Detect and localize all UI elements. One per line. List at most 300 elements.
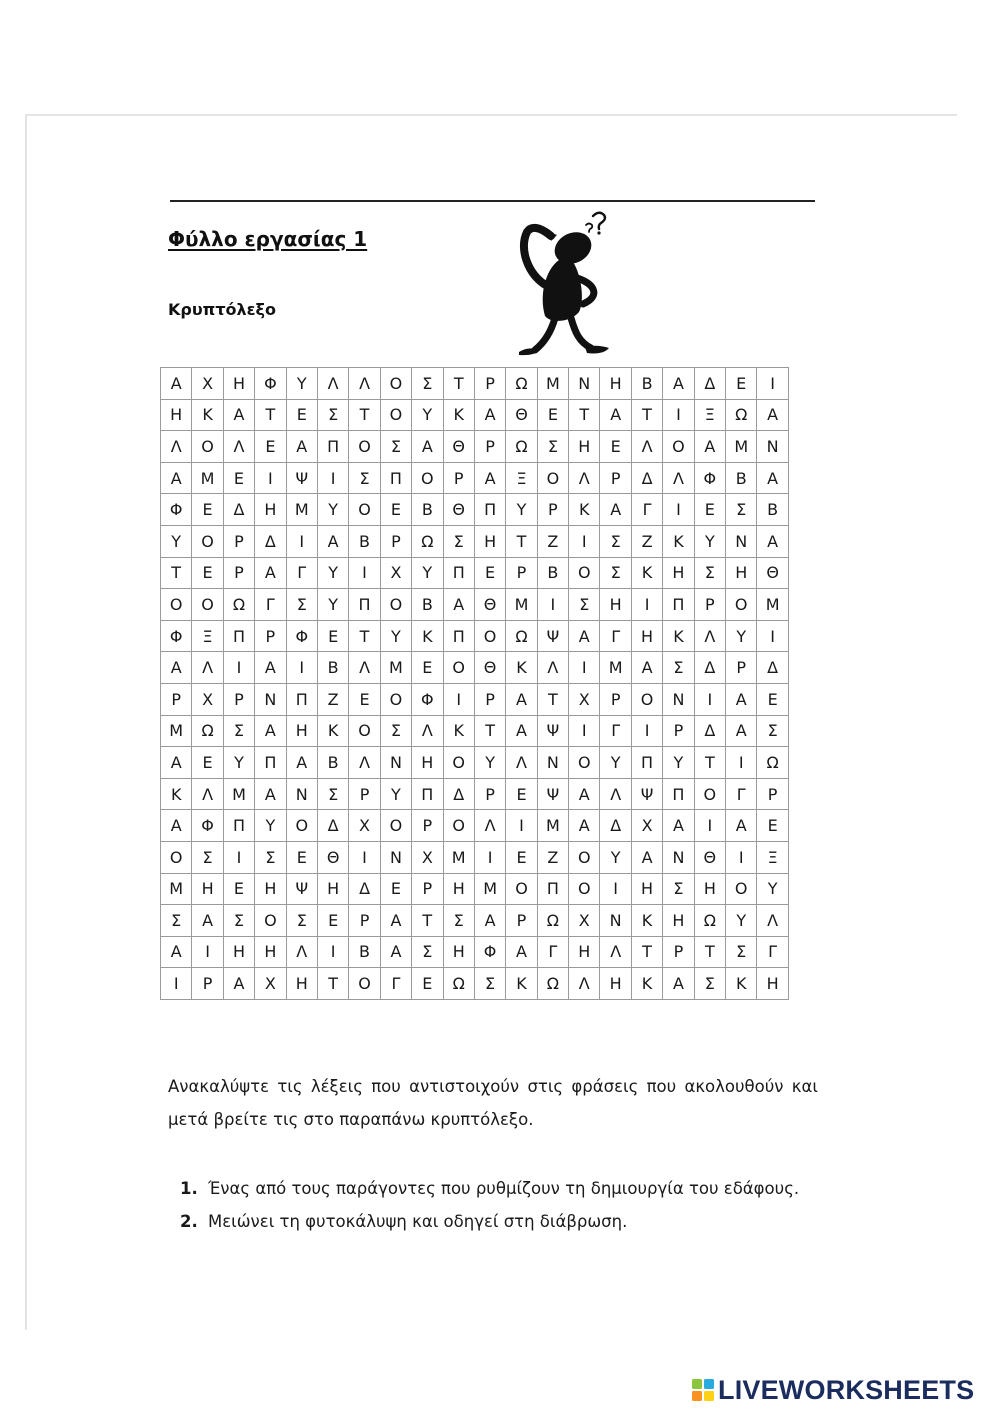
grid-cell[interactable]: Ρ: [380, 525, 411, 557]
grid-cell[interactable]: Η: [474, 525, 505, 557]
grid-cell[interactable]: Ε: [192, 494, 223, 526]
grid-cell[interactable]: Λ: [694, 620, 725, 652]
grid-cell[interactable]: Ι: [192, 936, 223, 968]
grid-cell[interactable]: Ω: [192, 715, 223, 747]
grid-cell[interactable]: Α: [757, 399, 788, 431]
grid-cell[interactable]: Β: [726, 462, 757, 494]
grid-cell[interactable]: Α: [286, 747, 317, 779]
grid-cell[interactable]: Σ: [286, 589, 317, 621]
grid-cell[interactable]: Π: [537, 873, 568, 905]
grid-cell[interactable]: Β: [317, 652, 348, 684]
grid-cell[interactable]: Τ: [349, 399, 380, 431]
grid-cell[interactable]: Σ: [443, 525, 474, 557]
grid-cell[interactable]: Ω: [694, 905, 725, 937]
grid-cell[interactable]: Ο: [380, 399, 411, 431]
grid-cell[interactable]: Ι: [726, 841, 757, 873]
grid-cell[interactable]: Δ: [349, 873, 380, 905]
grid-cell[interactable]: Ο: [192, 525, 223, 557]
grid-cell[interactable]: Ι: [223, 841, 254, 873]
grid-cell[interactable]: Η: [161, 399, 192, 431]
grid-cell[interactable]: Ο: [380, 368, 411, 400]
grid-cell[interactable]: Α: [569, 620, 600, 652]
grid-cell[interactable]: Ρ: [349, 778, 380, 810]
grid-cell[interactable]: Ι: [663, 494, 694, 526]
grid-cell[interactable]: Σ: [569, 589, 600, 621]
grid-cell[interactable]: Ν: [569, 368, 600, 400]
grid-cell[interactable]: Ε: [286, 841, 317, 873]
grid-cell[interactable]: Υ: [474, 747, 505, 779]
grid-cell[interactable]: Ο: [663, 431, 694, 463]
grid-cell[interactable]: Τ: [349, 620, 380, 652]
grid-cell[interactable]: Ω: [726, 399, 757, 431]
grid-cell[interactable]: Κ: [663, 620, 694, 652]
grid-cell[interactable]: Α: [255, 557, 286, 589]
grid-cell[interactable]: Σ: [726, 936, 757, 968]
grid-cell[interactable]: Ε: [223, 462, 254, 494]
grid-cell[interactable]: Λ: [223, 431, 254, 463]
grid-cell[interactable]: Φ: [161, 620, 192, 652]
grid-cell[interactable]: Β: [412, 494, 443, 526]
grid-cell[interactable]: Θ: [443, 494, 474, 526]
grid-cell[interactable]: Ι: [349, 841, 380, 873]
grid-cell[interactable]: Ι: [663, 399, 694, 431]
grid-cell[interactable]: Ζ: [537, 841, 568, 873]
grid-cell[interactable]: Κ: [569, 494, 600, 526]
grid-cell[interactable]: Λ: [631, 431, 662, 463]
grid-cell[interactable]: Α: [255, 652, 286, 684]
grid-cell[interactable]: Ν: [663, 683, 694, 715]
grid-cell[interactable]: Σ: [380, 431, 411, 463]
grid-cell[interactable]: Ο: [474, 620, 505, 652]
grid-cell[interactable]: Υ: [412, 399, 443, 431]
grid-cell[interactable]: Α: [161, 368, 192, 400]
grid-cell[interactable]: Η: [255, 936, 286, 968]
grid-cell[interactable]: Α: [412, 431, 443, 463]
grid-cell[interactable]: Λ: [474, 810, 505, 842]
grid-cell[interactable]: Ι: [757, 620, 788, 652]
grid-cell[interactable]: Χ: [380, 557, 411, 589]
grid-cell[interactable]: Α: [474, 905, 505, 937]
grid-cell[interactable]: Α: [192, 905, 223, 937]
grid-cell[interactable]: Ο: [192, 589, 223, 621]
grid-cell[interactable]: Η: [412, 747, 443, 779]
grid-cell[interactable]: Ο: [161, 589, 192, 621]
grid-cell[interactable]: Υ: [600, 841, 631, 873]
grid-cell[interactable]: Ι: [317, 936, 348, 968]
grid-cell[interactable]: Μ: [600, 652, 631, 684]
grid-cell[interactable]: Ο: [569, 873, 600, 905]
grid-cell[interactable]: Φ: [161, 494, 192, 526]
grid-cell[interactable]: Μ: [757, 589, 788, 621]
grid-cell[interactable]: Σ: [223, 715, 254, 747]
grid-cell[interactable]: Ι: [694, 683, 725, 715]
grid-cell[interactable]: Η: [663, 905, 694, 937]
grid-cell[interactable]: Ι: [569, 652, 600, 684]
grid-cell[interactable]: Τ: [412, 905, 443, 937]
grid-cell[interactable]: Ο: [726, 589, 757, 621]
grid-cell[interactable]: Υ: [600, 747, 631, 779]
grid-cell[interactable]: Κ: [443, 715, 474, 747]
grid-cell[interactable]: Υ: [380, 778, 411, 810]
grid-cell[interactable]: Σ: [286, 905, 317, 937]
grid-cell[interactable]: Π: [223, 620, 254, 652]
grid-cell[interactable]: Μ: [443, 841, 474, 873]
grid-cell[interactable]: Θ: [506, 399, 537, 431]
grid-cell[interactable]: Σ: [694, 968, 725, 1000]
grid-cell[interactable]: Η: [631, 620, 662, 652]
grid-cell[interactable]: Ρ: [349, 905, 380, 937]
grid-cell[interactable]: Β: [317, 747, 348, 779]
grid-cell[interactable]: Υ: [317, 589, 348, 621]
grid-cell[interactable]: Β: [757, 494, 788, 526]
grid-cell[interactable]: Χ: [349, 810, 380, 842]
grid-cell[interactable]: Α: [757, 525, 788, 557]
grid-cell[interactable]: Σ: [663, 652, 694, 684]
grid-cell[interactable]: Υ: [286, 368, 317, 400]
grid-cell[interactable]: Μ: [537, 810, 568, 842]
grid-cell[interactable]: Ι: [537, 589, 568, 621]
grid-cell[interactable]: Μ: [474, 873, 505, 905]
grid-cell[interactable]: Κ: [192, 399, 223, 431]
grid-cell[interactable]: Μ: [223, 778, 254, 810]
grid-cell[interactable]: Υ: [726, 905, 757, 937]
grid-cell[interactable]: Λ: [286, 936, 317, 968]
grid-cell[interactable]: Τ: [443, 368, 474, 400]
grid-cell[interactable]: Ι: [443, 683, 474, 715]
grid-cell[interactable]: Ρ: [474, 368, 505, 400]
grid-cell[interactable]: Ε: [380, 494, 411, 526]
grid-cell[interactable]: Ν: [726, 525, 757, 557]
grid-cell[interactable]: Ρ: [161, 683, 192, 715]
grid-cell[interactable]: Ω: [506, 431, 537, 463]
grid-cell[interactable]: Λ: [663, 462, 694, 494]
grid-cell[interactable]: Υ: [694, 525, 725, 557]
grid-cell[interactable]: Ν: [255, 683, 286, 715]
grid-cell[interactable]: Γ: [757, 936, 788, 968]
grid-cell[interactable]: Σ: [255, 841, 286, 873]
grid-cell[interactable]: Ι: [255, 462, 286, 494]
grid-cell[interactable]: Ο: [537, 462, 568, 494]
grid-cell[interactable]: Τ: [631, 399, 662, 431]
grid-cell[interactable]: Σ: [412, 368, 443, 400]
grid-cell[interactable]: Ρ: [443, 462, 474, 494]
grid-cell[interactable]: Λ: [600, 778, 631, 810]
grid-cell[interactable]: Σ: [537, 431, 568, 463]
grid-cell[interactable]: Ψ: [537, 778, 568, 810]
grid-cell[interactable]: Α: [506, 715, 537, 747]
grid-cell[interactable]: Κ: [443, 399, 474, 431]
grid-cell[interactable]: Φ: [255, 368, 286, 400]
grid-cell[interactable]: Λ: [600, 936, 631, 968]
grid-cell[interactable]: Ι: [349, 557, 380, 589]
grid-cell[interactable]: Σ: [223, 905, 254, 937]
grid-cell[interactable]: Μ: [161, 873, 192, 905]
grid-cell[interactable]: Μ: [161, 715, 192, 747]
grid-cell[interactable]: Α: [161, 936, 192, 968]
grid-cell[interactable]: Η: [255, 873, 286, 905]
grid-cell[interactable]: Ε: [474, 557, 505, 589]
grid-cell[interactable]: Μ: [537, 368, 568, 400]
grid-cell[interactable]: Ξ: [192, 620, 223, 652]
grid-cell[interactable]: Ε: [349, 683, 380, 715]
grid-cell[interactable]: Α: [317, 525, 348, 557]
grid-cell[interactable]: Δ: [317, 810, 348, 842]
grid-cell[interactable]: Ε: [537, 399, 568, 431]
grid-cell[interactable]: Θ: [694, 841, 725, 873]
grid-cell[interactable]: Τ: [537, 683, 568, 715]
grid-cell[interactable]: Υ: [380, 620, 411, 652]
grid-cell[interactable]: Ι: [726, 747, 757, 779]
grid-cell[interactable]: Η: [569, 936, 600, 968]
grid-cell[interactable]: Φ: [286, 620, 317, 652]
grid-cell[interactable]: Ρ: [663, 936, 694, 968]
grid-cell[interactable]: Χ: [255, 968, 286, 1000]
grid-cell[interactable]: Σ: [380, 715, 411, 747]
grid-cell[interactable]: Υ: [317, 494, 348, 526]
grid-cell[interactable]: Δ: [694, 368, 725, 400]
grid-cell[interactable]: Ξ: [757, 841, 788, 873]
grid-cell[interactable]: Η: [569, 431, 600, 463]
grid-cell[interactable]: Ο: [631, 683, 662, 715]
grid-cell[interactable]: Π: [380, 462, 411, 494]
grid-cell[interactable]: Ξ: [694, 399, 725, 431]
grid-cell[interactable]: Ρ: [474, 778, 505, 810]
grid-cell[interactable]: Θ: [757, 557, 788, 589]
grid-cell[interactable]: Ρ: [412, 873, 443, 905]
grid-cell[interactable]: Α: [443, 589, 474, 621]
grid-cell[interactable]: Ο: [349, 968, 380, 1000]
grid-cell[interactable]: Ο: [161, 841, 192, 873]
grid-cell[interactable]: Ε: [757, 683, 788, 715]
grid-cell[interactable]: Γ: [600, 715, 631, 747]
grid-cell[interactable]: Α: [255, 715, 286, 747]
grid-cell[interactable]: Λ: [192, 652, 223, 684]
grid-cell[interactable]: Α: [663, 968, 694, 1000]
grid-cell[interactable]: Ι: [506, 810, 537, 842]
grid-cell[interactable]: Ν: [380, 747, 411, 779]
grid-cell[interactable]: Ο: [569, 841, 600, 873]
grid-cell[interactable]: Η: [726, 557, 757, 589]
grid-cell[interactable]: Θ: [317, 841, 348, 873]
grid-cell[interactable]: Μ: [506, 589, 537, 621]
grid-cell[interactable]: Ι: [631, 715, 662, 747]
grid-cell[interactable]: Υ: [663, 747, 694, 779]
grid-cell[interactable]: Α: [286, 431, 317, 463]
grid-cell[interactable]: Ι: [474, 841, 505, 873]
grid-cell[interactable]: Α: [726, 683, 757, 715]
grid-cell[interactable]: Ζ: [317, 683, 348, 715]
grid-cell[interactable]: Η: [443, 936, 474, 968]
grid-cell[interactable]: Κ: [317, 715, 348, 747]
grid-cell[interactable]: Φ: [192, 810, 223, 842]
grid-cell[interactable]: Φ: [694, 462, 725, 494]
grid-cell[interactable]: Ε: [600, 431, 631, 463]
grid-cell[interactable]: Π: [443, 557, 474, 589]
grid-cell[interactable]: Δ: [600, 810, 631, 842]
grid-cell[interactable]: Ο: [506, 873, 537, 905]
grid-cell[interactable]: Α: [726, 810, 757, 842]
grid-cell[interactable]: Σ: [192, 841, 223, 873]
grid-cell[interactable]: Ε: [506, 841, 537, 873]
grid-cell[interactable]: Κ: [663, 525, 694, 557]
grid-cell[interactable]: Ρ: [600, 683, 631, 715]
grid-cell[interactable]: Π: [663, 778, 694, 810]
grid-cell[interactable]: Α: [223, 968, 254, 1000]
grid-cell[interactable]: Ψ: [286, 873, 317, 905]
grid-cell[interactable]: Ρ: [255, 620, 286, 652]
grid-cell[interactable]: Σ: [317, 399, 348, 431]
grid-cell[interactable]: Σ: [757, 715, 788, 747]
grid-cell[interactable]: Ρ: [663, 715, 694, 747]
grid-cell[interactable]: Ρ: [537, 494, 568, 526]
grid-cell[interactable]: Α: [663, 810, 694, 842]
grid-cell[interactable]: Λ: [569, 462, 600, 494]
grid-cell[interactable]: Ο: [443, 652, 474, 684]
grid-cell[interactable]: Χ: [631, 810, 662, 842]
grid-cell[interactable]: Α: [380, 936, 411, 968]
grid-cell[interactable]: Α: [474, 399, 505, 431]
grid-cell[interactable]: Ν: [286, 778, 317, 810]
grid-cell[interactable]: Ο: [255, 905, 286, 937]
grid-cell[interactable]: Ο: [443, 810, 474, 842]
grid-cell[interactable]: Ο: [726, 873, 757, 905]
grid-cell[interactable]: Π: [317, 431, 348, 463]
grid-cell[interactable]: Β: [537, 557, 568, 589]
grid-cell[interactable]: Ρ: [474, 683, 505, 715]
grid-cell[interactable]: Ι: [569, 525, 600, 557]
grid-cell[interactable]: Υ: [412, 557, 443, 589]
grid-cell[interactable]: Ψ: [537, 715, 568, 747]
grid-cell[interactable]: Δ: [443, 778, 474, 810]
grid-cell[interactable]: Ν: [600, 905, 631, 937]
grid-cell[interactable]: Ρ: [600, 462, 631, 494]
grid-cell[interactable]: Ο: [412, 462, 443, 494]
grid-cell[interactable]: Η: [694, 873, 725, 905]
grid-cell[interactable]: Γ: [600, 620, 631, 652]
grid-cell[interactable]: Η: [286, 715, 317, 747]
grid-cell[interactable]: Χ: [569, 683, 600, 715]
grid-cell[interactable]: Υ: [255, 810, 286, 842]
grid-cell[interactable]: Κ: [631, 557, 662, 589]
grid-cell[interactable]: Κ: [631, 905, 662, 937]
grid-cell[interactable]: Η: [286, 968, 317, 1000]
grid-cell[interactable]: Ρ: [506, 557, 537, 589]
grid-cell[interactable]: Α: [161, 810, 192, 842]
grid-cell[interactable]: Α: [726, 715, 757, 747]
grid-cell[interactable]: Κ: [726, 968, 757, 1000]
grid-cell[interactable]: Η: [663, 557, 694, 589]
grid-cell[interactable]: Τ: [694, 936, 725, 968]
grid-cell[interactable]: Υ: [161, 525, 192, 557]
grid-cell[interactable]: Ι: [286, 652, 317, 684]
grid-cell[interactable]: Α: [600, 494, 631, 526]
grid-cell[interactable]: Δ: [255, 525, 286, 557]
grid-cell[interactable]: Ε: [726, 368, 757, 400]
grid-cell[interactable]: Μ: [380, 652, 411, 684]
grid-cell[interactable]: Γ: [380, 968, 411, 1000]
grid-cell[interactable]: Τ: [255, 399, 286, 431]
grid-cell[interactable]: Η: [600, 368, 631, 400]
brand-logo[interactable]: [692, 1374, 974, 1406]
grid-cell[interactable]: Υ: [726, 620, 757, 652]
grid-cell[interactable]: Δ: [694, 652, 725, 684]
grid-cell[interactable]: Β: [412, 589, 443, 621]
grid-cell[interactable]: Τ: [694, 747, 725, 779]
grid-cell[interactable]: Ε: [380, 873, 411, 905]
grid-cell[interactable]: Α: [757, 462, 788, 494]
grid-cell[interactable]: Σ: [412, 936, 443, 968]
grid-cell[interactable]: Τ: [631, 936, 662, 968]
grid-cell[interactable]: Η: [317, 873, 348, 905]
grid-cell[interactable]: Α: [631, 652, 662, 684]
grid-cell[interactable]: Π: [286, 683, 317, 715]
grid-cell[interactable]: Ε: [506, 778, 537, 810]
grid-cell[interactable]: Ν: [537, 747, 568, 779]
grid-cell[interactable]: Φ: [412, 683, 443, 715]
grid-cell[interactable]: Ρ: [223, 683, 254, 715]
grid-cell[interactable]: Χ: [192, 683, 223, 715]
grid-cell[interactable]: Λ: [757, 905, 788, 937]
grid-cell[interactable]: Κ: [161, 778, 192, 810]
grid-cell[interactable]: Α: [161, 747, 192, 779]
grid-cell[interactable]: Θ: [474, 652, 505, 684]
grid-cell[interactable]: Ο: [569, 747, 600, 779]
grid-cell[interactable]: Ε: [223, 873, 254, 905]
grid-cell[interactable]: Η: [223, 368, 254, 400]
grid-cell[interactable]: Ε: [317, 620, 348, 652]
grid-cell[interactable]: Ρ: [694, 589, 725, 621]
grid-cell[interactable]: Α: [223, 399, 254, 431]
grid-cell[interactable]: Α: [600, 399, 631, 431]
grid-cell[interactable]: Ε: [757, 810, 788, 842]
grid-cell[interactable]: Κ: [412, 620, 443, 652]
grid-cell[interactable]: Ι: [286, 525, 317, 557]
grid-cell[interactable]: Χ: [412, 841, 443, 873]
grid-cell[interactable]: Β: [631, 368, 662, 400]
grid-cell[interactable]: Α: [506, 936, 537, 968]
grid-cell[interactable]: Ι: [569, 715, 600, 747]
grid-cell[interactable]: Δ: [631, 462, 662, 494]
grid-cell[interactable]: Η: [255, 494, 286, 526]
grid-cell[interactable]: Γ: [726, 778, 757, 810]
grid-cell[interactable]: Δ: [694, 715, 725, 747]
grid-cell[interactable]: Ο: [286, 810, 317, 842]
grid-cell[interactable]: Κ: [631, 968, 662, 1000]
grid-cell[interactable]: Α: [161, 462, 192, 494]
grid-cell[interactable]: Η: [443, 873, 474, 905]
grid-cell[interactable]: Σ: [317, 778, 348, 810]
grid-cell[interactable]: Ρ: [223, 525, 254, 557]
grid-cell[interactable]: Λ: [349, 368, 380, 400]
grid-cell[interactable]: Γ: [631, 494, 662, 526]
grid-cell[interactable]: Λ: [412, 715, 443, 747]
grid-cell[interactable]: Η: [192, 873, 223, 905]
grid-cell[interactable]: Σ: [443, 905, 474, 937]
grid-cell[interactable]: Σ: [600, 557, 631, 589]
grid-cell[interactable]: Λ: [349, 652, 380, 684]
grid-cell[interactable]: Π: [631, 747, 662, 779]
grid-cell[interactable]: Σ: [694, 557, 725, 589]
grid-cell[interactable]: Α: [380, 905, 411, 937]
grid-cell[interactable]: Ο: [380, 810, 411, 842]
grid-cell[interactable]: Ω: [223, 589, 254, 621]
grid-cell[interactable]: Ω: [757, 747, 788, 779]
grid-cell[interactable]: Ω: [443, 968, 474, 1000]
grid-cell[interactable]: Λ: [537, 652, 568, 684]
grid-cell[interactable]: Π: [223, 810, 254, 842]
grid-cell[interactable]: Σ: [474, 968, 505, 1000]
grid-cell[interactable]: Ψ: [286, 462, 317, 494]
